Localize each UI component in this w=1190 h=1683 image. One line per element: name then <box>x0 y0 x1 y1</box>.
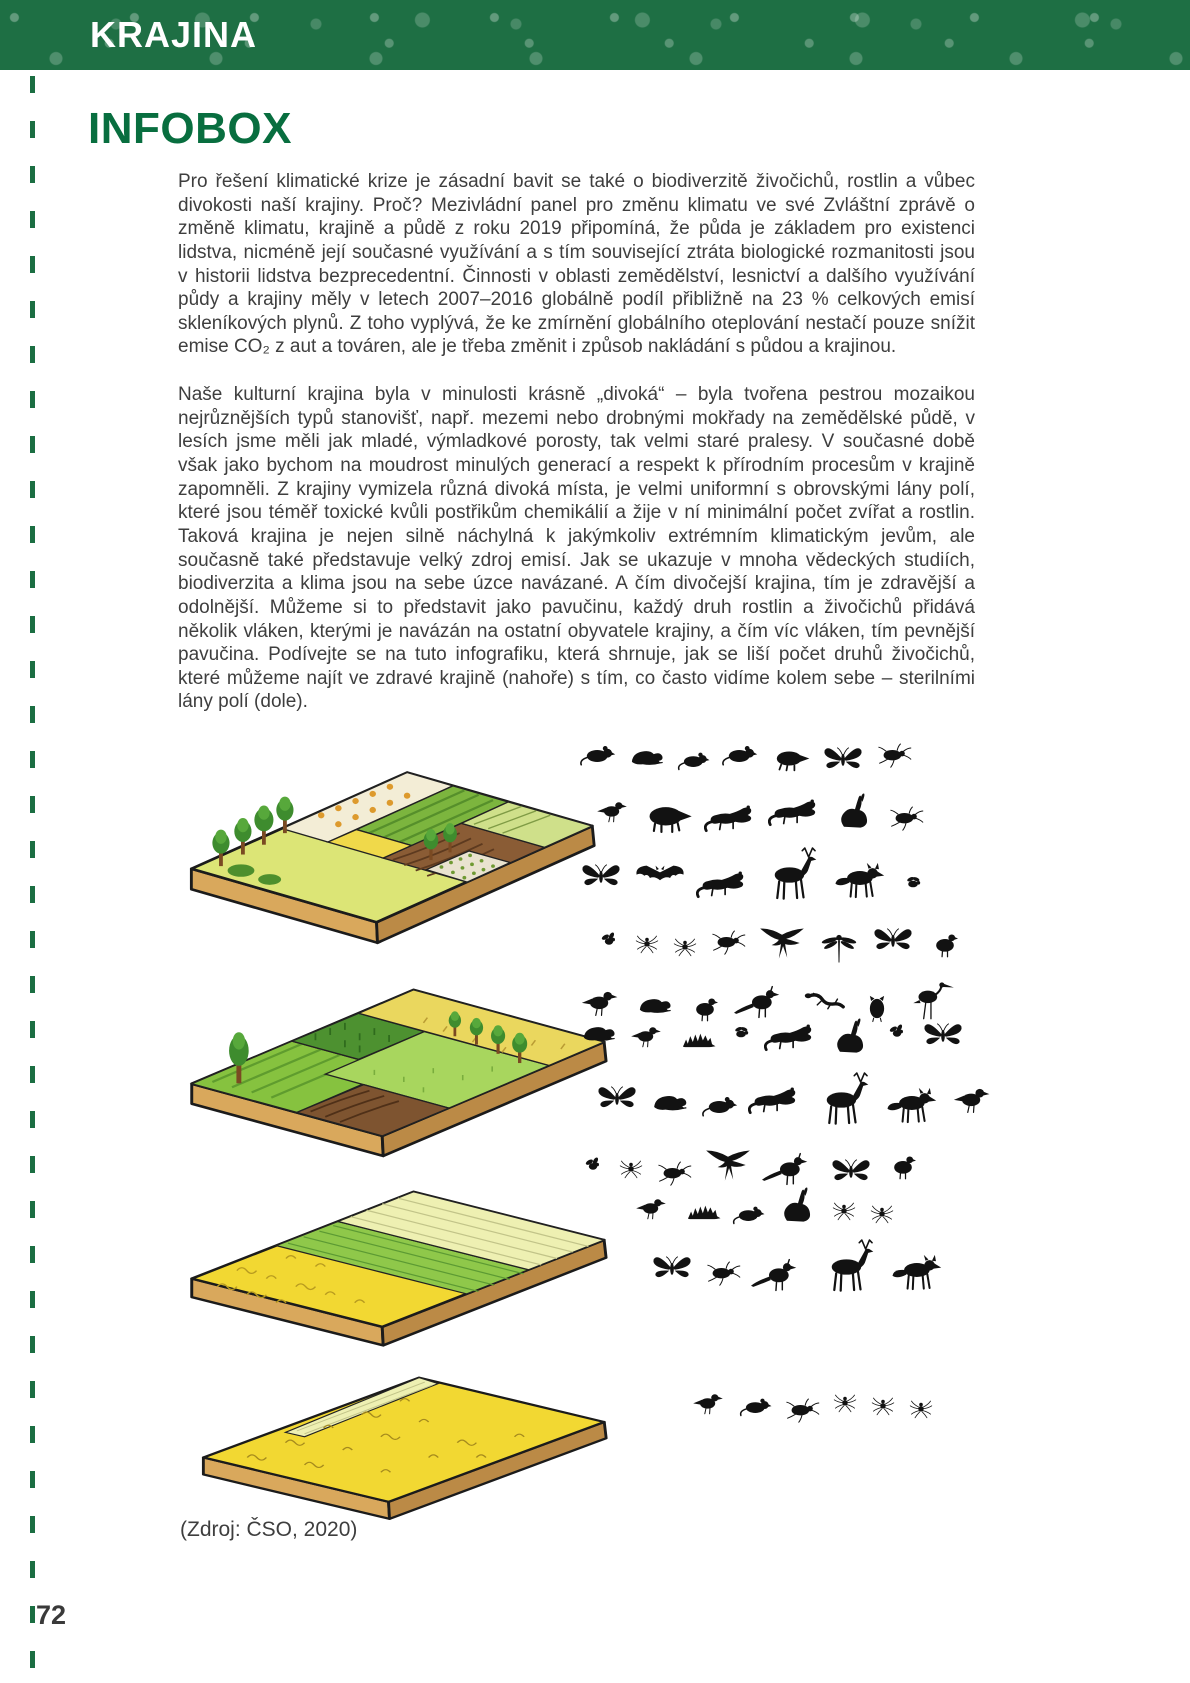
body-paragraph: Pro řešení klimatické krize je zásadní bavit se také o biodiverzitě živočichů, rostlin a vůbec divokosti naší krajiny. Proč? Mezivládní panel pro změnu klimatu ve své Zvláštní zprávě o změně klimatu, krajině a půdě z roku 2019 připomíná, že půda je základem pro existenci lidstva, nicméně její současné využívání a s tím související ztráta biologické rozmanitosti jsou v historii lidstva bezprecedentní. Činnosti v oblasti zemědělství, lesnictví a dalšího využívání půdy a krajiny měly v letech 2007–2016 globálně podíl přibližně na 23 % celkových emisí skleníkových plynů. Z toho vyplývá, že ke zmírnění globálního oteplování nestačí pouze snížit emise CO₂ z aut a továren, ale je třeba změnit i způsob nakládání s půdou a krajinou. <box>178 171 975 358</box>
polecat-icon <box>696 853 752 909</box>
animal-row <box>578 1068 990 1132</box>
badger-icon <box>642 785 696 839</box>
stoat-icon <box>768 781 824 837</box>
spider-icon <box>670 930 700 960</box>
landscape-illustration-simplified <box>178 962 610 1162</box>
spider-icon <box>906 1392 936 1422</box>
bee-icon <box>898 866 928 896</box>
spider-icon <box>868 1389 898 1419</box>
butterfly-icon <box>578 852 624 898</box>
bird-icon <box>690 1381 730 1421</box>
beetle-icon <box>874 732 914 772</box>
stoat-icon <box>764 1006 820 1062</box>
landscape-illustration-strip-fields <box>178 1166 610 1351</box>
fox-icon <box>889 1241 947 1299</box>
hedgehog-icon <box>681 1188 723 1230</box>
source-caption: (Zdroj: ČSO, 2020) <box>180 1518 358 1542</box>
toad-icon <box>648 1078 692 1122</box>
landscape-illustration-monoculture <box>190 1354 610 1524</box>
bat-icon <box>632 850 688 906</box>
butterfly-icon <box>920 1011 966 1057</box>
animal-group-strips <box>633 1186 990 1308</box>
animal-row <box>690 1384 990 1424</box>
animal-group-rich <box>578 732 990 1038</box>
page-number: 72 <box>36 1600 67 1630</box>
bird-icon <box>633 1186 673 1226</box>
animal-row <box>633 1238 990 1302</box>
frog-icon <box>626 734 668 776</box>
grouse-icon <box>924 921 966 963</box>
fly-icon <box>882 1016 912 1046</box>
vole-icon <box>731 1194 767 1230</box>
swallow-icon <box>702 1138 754 1190</box>
butterfly-icon <box>594 1074 640 1120</box>
beetle-icon <box>782 1387 822 1427</box>
body-paragraph: Naše kulturní krajina byla v minulosti krásně „divoká“ – byla tvořena pestrou mozaikou nejrůznějších typů stanovišť, např. mezemi nebo drobnými mokřady na zemědělské půdě, v lesích jsme měli jak mladé, výmladkové porosty, tak velmi staré pralesy. V současné době však jako bychom na moudrost minulých generací a respekt k přírodním procesům v krajině zapomněli. Z krajiny vymizela různá divoká místa, je velmi uniformní s obrovskými lány polí, které jsou téměř toxické kvůli postřikům chemikálií a žije v ní minimální počet zvířat a rostlin. Taková krajina je nejen silně náchylná k jakýmkoliv extrémním klimatickým jevům, ale současně také představuje velký zdroj emisí. Jak se ukazuje v mnoha vědeckých studiích, biodiverzita a klima jsou na sebe úzce navázané. A čím divočejší krajina, tím je zdravější a odolnější. Můžeme si to představit jako pavučinu, každý druh rostlin a živočichů přidává několik vláken, kterými je navázán na ostatní obyvatele krajiny, a čím víc vláken, tím pevnější pavučina. Podívejte se na tuto infografiku, která shrnuje, jak se liší počet druhů živočichů, které můžeme najít ve zdravé krajině (nahoře) s tím, co často vidíme kolem sebe – sterilními lány polí (dole). <box>178 384 975 713</box>
animal-row <box>578 732 990 778</box>
swallow-icon <box>756 916 808 968</box>
beetle-icon <box>708 919 748 959</box>
spider-icon <box>867 1197 897 1227</box>
grouse-icon <box>882 1143 924 1185</box>
landscape-illustration-rich-mosaic <box>178 744 598 949</box>
fly-icon <box>578 1149 608 1179</box>
deer-icon <box>760 843 824 907</box>
bird-icon <box>628 1014 668 1054</box>
butterfly-icon <box>649 1244 695 1290</box>
crow-icon <box>950 1073 998 1121</box>
marten-icon <box>748 1069 804 1125</box>
article-body <box>178 170 975 714</box>
deer-icon <box>812 1068 876 1132</box>
butterfly-icon <box>870 916 916 962</box>
bee-icon <box>726 1016 756 1046</box>
mouse-icon <box>578 732 618 772</box>
mouse-icon <box>700 1083 740 1123</box>
bird-icon <box>594 789 634 829</box>
biodiversity-infographic <box>178 738 990 1578</box>
frog-icon <box>578 1010 620 1052</box>
hare-icon <box>832 789 878 835</box>
butterfly-icon <box>820 735 866 781</box>
beetle-icon <box>654 1150 694 1190</box>
spider-icon <box>616 1152 646 1182</box>
dragonfly-icon <box>816 922 862 968</box>
animal-group-monoculture <box>690 1384 990 1430</box>
hedgehog-icon <box>676 1016 718 1058</box>
deer-icon <box>817 1235 881 1299</box>
spider-icon <box>632 927 662 957</box>
mouse-icon <box>720 732 760 772</box>
animal-row <box>578 916 990 968</box>
hare-icon <box>775 1183 821 1229</box>
animal-row <box>578 784 990 840</box>
chapter-title: KRAJINA <box>90 14 258 55</box>
infobox-title: INFOBOX <box>88 104 292 153</box>
spider-icon <box>830 1386 860 1416</box>
animal-row <box>578 1006 990 1062</box>
fox-icon <box>884 1074 942 1132</box>
animal-group-simplified <box>578 1006 990 1202</box>
spider-icon <box>829 1194 859 1224</box>
marten-icon <box>704 787 760 843</box>
fly-icon <box>594 924 624 954</box>
hare-icon <box>828 1014 874 1060</box>
pheasant-icon <box>751 1244 809 1302</box>
dashed-left-rule <box>30 76 35 1683</box>
beetle-icon <box>886 795 926 835</box>
animal-row <box>633 1186 990 1232</box>
animal-row <box>578 846 990 910</box>
chapter-header-bar <box>0 0 1190 70</box>
vole-icon <box>676 740 712 776</box>
vole-icon <box>738 1386 774 1422</box>
mole-icon <box>768 733 812 777</box>
fox-icon <box>832 849 890 907</box>
beetle-icon <box>703 1250 743 1290</box>
